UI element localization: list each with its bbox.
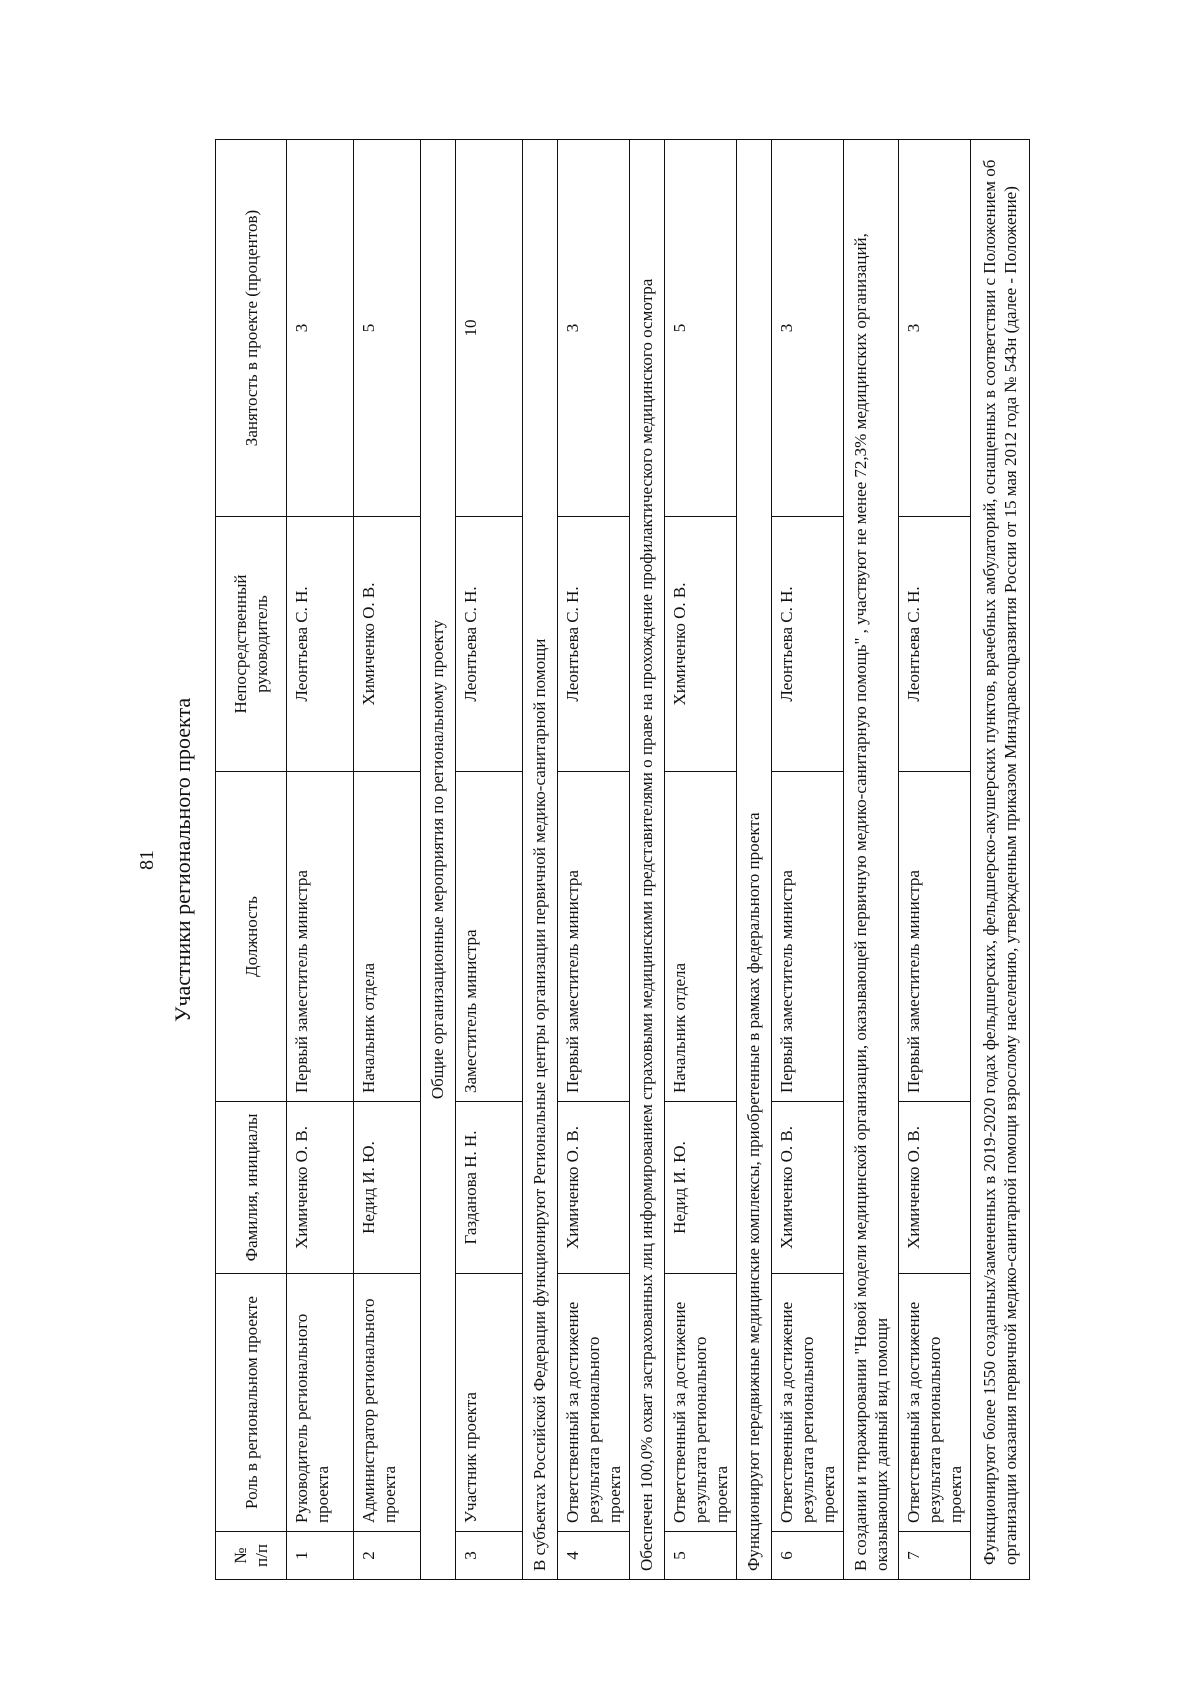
cell-position: Начальник отдела	[354, 772, 421, 1102]
cell-name: Газданова Н. Н.	[456, 1102, 523, 1274]
cell-role: Руководитель регионального проекта	[287, 1274, 354, 1532]
header-cell-name: Фамилия, инициалы	[216, 1102, 287, 1274]
cell-load: 10	[456, 140, 523, 517]
table-header-row	[216, 140, 287, 1580]
cell-position: Заместитель министра	[456, 772, 523, 1102]
cell-position: Первый заместитель министра	[772, 772, 844, 1102]
cell-load: 3	[287, 140, 354, 517]
cell-name: Химиченко О. В.	[899, 1102, 971, 1274]
section-row	[971, 140, 1030, 1580]
footer-section-title: Функционируют более 1550 созданных/замененных в 2019-2020 годах фельдшерских, фельдшерско-акушерских пунктов, врачебных амбулаторий, оснащенных в соответствии с Положением об организации оказания первичной медико-санитарной помощи взрослому населению, утвержденным приказом Минздравсоцразвития России от 15 мая 2012 года № 543н (далее - Положение)	[971, 140, 1030, 1580]
cell-load: 5	[665, 140, 737, 517]
participants-table	[215, 139, 1030, 1580]
page-title: Участники регионального проекта	[170, 697, 195, 1023]
header-cell-load: Занятость в проекте (процентов)	[216, 140, 287, 517]
table-row	[665, 140, 737, 1580]
cell-role: Участник проекта	[456, 1274, 523, 1532]
cell-number: 2	[354, 1532, 421, 1580]
cell-role: Ответственный за достижение результата регионального проекта	[665, 1274, 737, 1532]
header-cell-position: Должность	[216, 772, 287, 1102]
cell-name: Недид И. Ю.	[665, 1102, 737, 1274]
section-title: Общие организационные мероприятия по региональному проекту	[421, 140, 456, 1580]
table-row	[354, 140, 421, 1580]
cell-number: 4	[558, 1532, 630, 1580]
cell-load: 3	[899, 140, 971, 517]
cell-number: 1	[287, 1532, 354, 1580]
cell-role: Ответственный за достижение результата регионального проекта	[558, 1274, 630, 1532]
table-row	[558, 140, 630, 1580]
cell-position: Первый заместитель министра	[558, 772, 630, 1102]
section-row	[844, 140, 899, 1580]
cell-position: Первый заместитель министра	[899, 772, 971, 1102]
table-row	[456, 140, 523, 1580]
cell-name: Химиченко О. В.	[558, 1102, 630, 1274]
cell-number: 6	[772, 1532, 844, 1580]
cell-name: Недид И. Ю.	[354, 1102, 421, 1274]
header-cell-role: Роль в региональном проекте	[216, 1274, 287, 1532]
table-row	[899, 140, 971, 1580]
cell-name: Химиченко О. В.	[772, 1102, 844, 1274]
cell-number: 5	[665, 1532, 737, 1580]
header-cell-manager: Непосредственный руководитель	[216, 517, 287, 772]
cell-position: Начальник отдела	[665, 772, 737, 1102]
table-row	[772, 140, 844, 1580]
cell-manager: Леонтьева С. Н.	[772, 517, 844, 772]
section-title: В создании и тиражировании "Новой модели медицинской организации, оказывающей первичную медико-санитарную помощь" , участвуют не менее 72,3% медицинских организаций, оказывающих данный вид помощи	[844, 140, 899, 1580]
section-title: Обеспечен 100,0% охват застрахованных лиц информированием страховыми медицинскими представителями о праве на прохождение профилактического медицинского осмотра	[630, 140, 665, 1580]
cell-number: 7	[899, 1532, 971, 1580]
cell-load: 3	[772, 140, 844, 517]
page-number: 81	[136, 850, 158, 870]
cell-load: 3	[558, 140, 630, 517]
cell-number: 3	[456, 1532, 523, 1580]
document-sheet	[135, 110, 1095, 1610]
section-row	[421, 140, 456, 1580]
cell-manager: Леонтьева С. Н.	[287, 517, 354, 772]
section-title: В субъектах Российской Федерации функционируют Региональные центры организации первичной медико-санитарной помощи	[523, 140, 558, 1580]
section-row	[523, 140, 558, 1580]
cell-manager: Химиченко О. В.	[354, 517, 421, 772]
cell-load: 5	[354, 140, 421, 517]
cell-manager: Леонтьева С. Н.	[456, 517, 523, 772]
cell-position: Первый заместитель министра	[287, 772, 354, 1102]
cell-role: Ответственный за достижение результата регионального проекта	[772, 1274, 844, 1532]
cell-manager: Леонтьева С. Н.	[899, 517, 971, 772]
cell-name: Химиченко О. В.	[287, 1102, 354, 1274]
section-row	[630, 140, 665, 1580]
cell-role: Администратор регионального проекта	[354, 1274, 421, 1532]
cell-role: Ответственный за достижение результата регионального проекта	[899, 1274, 971, 1532]
header-cell-number: № п/п	[216, 1532, 287, 1580]
section-title: Функционируют передвижные медицинские комплексы, приобретенные в рамках федерального проекта	[737, 140, 772, 1580]
table-row	[287, 140, 354, 1580]
cell-manager: Химиченко О. В.	[665, 517, 737, 772]
cell-manager: Леонтьева С. Н.	[558, 517, 630, 772]
section-row	[737, 140, 772, 1580]
